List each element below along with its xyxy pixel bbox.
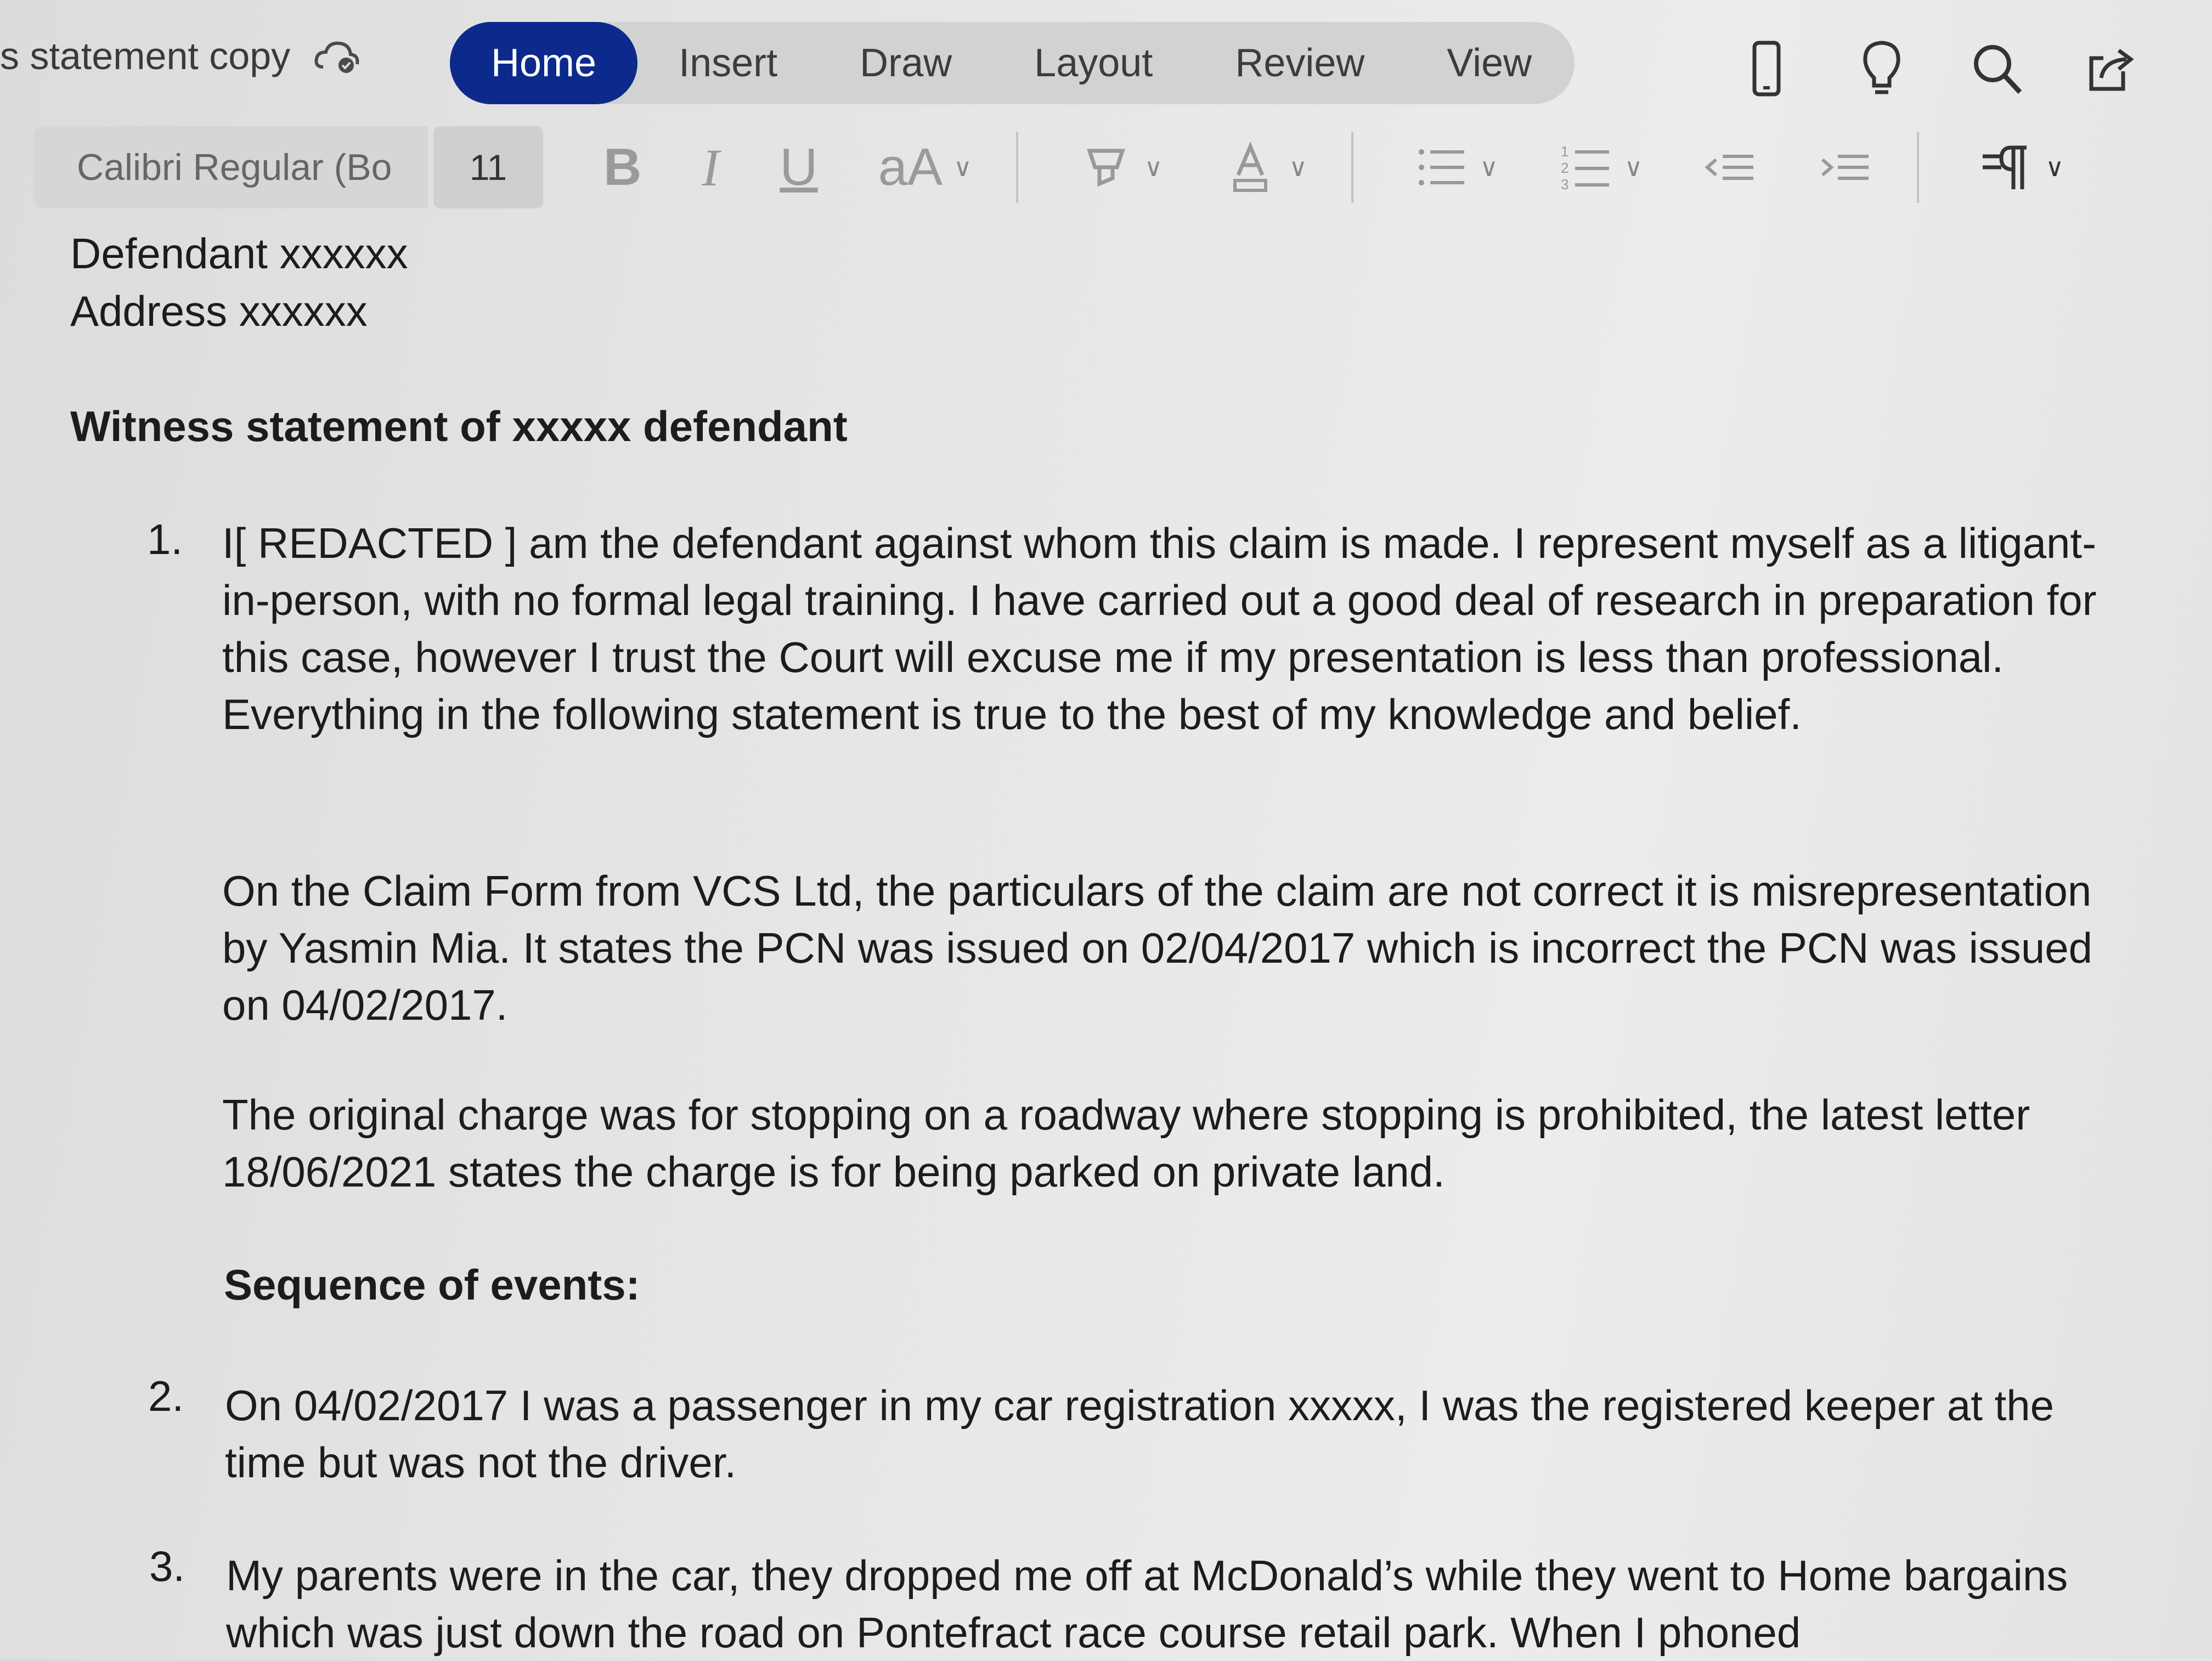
chevron-down-icon: ∨: [953, 153, 972, 182]
toolbar-divider: [1016, 132, 1018, 203]
svg-text:3: 3: [1560, 176, 1569, 193]
font-color-button[interactable]: [1223, 140, 1307, 195]
chevron-down-icon: ∨: [1480, 153, 1498, 182]
toolbar-divider: [1351, 132, 1353, 203]
numbered-list-icon: [1559, 140, 1613, 195]
search-icon[interactable]: [1970, 38, 2024, 99]
decrease-indent-icon: [1703, 140, 1758, 195]
sequence-heading: Sequence of events:: [224, 1261, 640, 1309]
chevron-down-icon: ∨: [2045, 153, 2064, 182]
chevron-down-icon: ∨: [1289, 153, 1308, 182]
tab-view[interactable]: View: [1447, 41, 1532, 85]
svg-text:2: 2: [1560, 160, 1569, 176]
list-number: 3.: [149, 1542, 185, 1590]
tab-insert[interactable]: Insert: [679, 41, 778, 85]
decrease-indent-button[interactable]: [1703, 140, 1758, 195]
paragraph-2: On 04/02/2017 I was a passenger in my car registration xxxxx, I was the registered keeper at the time but was not the driver.: [225, 1381, 2055, 1487]
increase-indent-icon: [1818, 140, 1873, 195]
bullet-list-icon: [1414, 140, 1469, 195]
defendant-line: Defendant xxxxxx: [70, 229, 408, 278]
font-name-dropdown[interactable]: Calibri Regular (Bo: [33, 126, 428, 208]
lightbulb-icon[interactable]: [1854, 38, 1909, 99]
document-title-text[interactable]: s statement copy: [0, 35, 291, 77]
font-color-icon: [1223, 140, 1278, 195]
change-case-label: aA: [878, 138, 943, 196]
tab-layout[interactable]: Layout: [1034, 41, 1153, 85]
chevron-down-icon: ∨: [1624, 153, 1643, 182]
top-right-icons: [1739, 38, 2140, 99]
address-line: Address xxxxxx: [70, 287, 368, 335]
list-number: 2.: [148, 1372, 184, 1420]
toolbar-divider: [1917, 132, 1919, 203]
share-icon[interactable]: [2085, 38, 2140, 99]
phone-icon[interactable]: [1739, 38, 1794, 99]
cloud-sync-icon[interactable]: [312, 37, 362, 75]
paragraph-1: I[ REDACTED ] am the defendant against whom this claim is made. I represent myself as a litigant-in-person, with no formal legal training. I have carried out a good deal of research in preparation for this case, however I trust the Court will excuse me if my presentation is less than professional. Everything in the following statement is true to the best of my knowledge and belief.: [222, 519, 2097, 738]
chevron-down-icon: ∨: [1144, 153, 1163, 182]
bullet-list-button[interactable]: [1414, 140, 1498, 195]
tab-draw[interactable]: Draw: [860, 41, 952, 85]
highlighter-icon: [1079, 140, 1133, 195]
change-case-button[interactable]: [878, 137, 972, 197]
tab-home[interactable]: Home: [450, 22, 637, 104]
paragraph-mark-icon: [1979, 140, 2034, 195]
tab-review[interactable]: Review: [1235, 41, 1365, 85]
svg-text:1: 1: [1560, 143, 1569, 160]
paragraph-options-button[interactable]: [1979, 140, 2064, 195]
paragraph-3: My parents were in the car, they dropped me off at McDonald’s while they went to Home bargains which was just down the road on Pontefract race course retail park. When I phoned: [226, 1551, 2068, 1657]
increase-indent-button[interactable]: [1818, 140, 1873, 195]
paragraph-original-charge: The original charge was for stopping on a roadway where stopping is prohibited, the latest letter 18/06/2021 states the charge is for being parked on private land.: [222, 1091, 2030, 1196]
list-number: 1.: [147, 515, 183, 563]
format-toolbar: [33, 123, 2172, 211]
document-title[interactable]: [0, 34, 362, 78]
paragraph-claim-form: On the Claim Form from VCS Ltd, the particulars of the claim are not correct it is misrepresentation by Yasmin Mia. It states the PCN was issued on 02/04/2017 which is incorrect the PCN was issued on 04/02/2017.: [222, 867, 2093, 1029]
document-heading: Witness statement of xxxxx defendant: [70, 402, 848, 450]
font-size-dropdown[interactable]: 11: [433, 126, 543, 208]
numbered-list-button[interactable]: [1559, 140, 1643, 195]
italic-button[interactable]: I: [702, 138, 720, 197]
underline-button[interactable]: U: [780, 138, 818, 196]
bold-button[interactable]: B: [603, 138, 642, 196]
ribbon-tabs: [450, 22, 1575, 104]
highlight-button[interactable]: [1079, 140, 1163, 195]
